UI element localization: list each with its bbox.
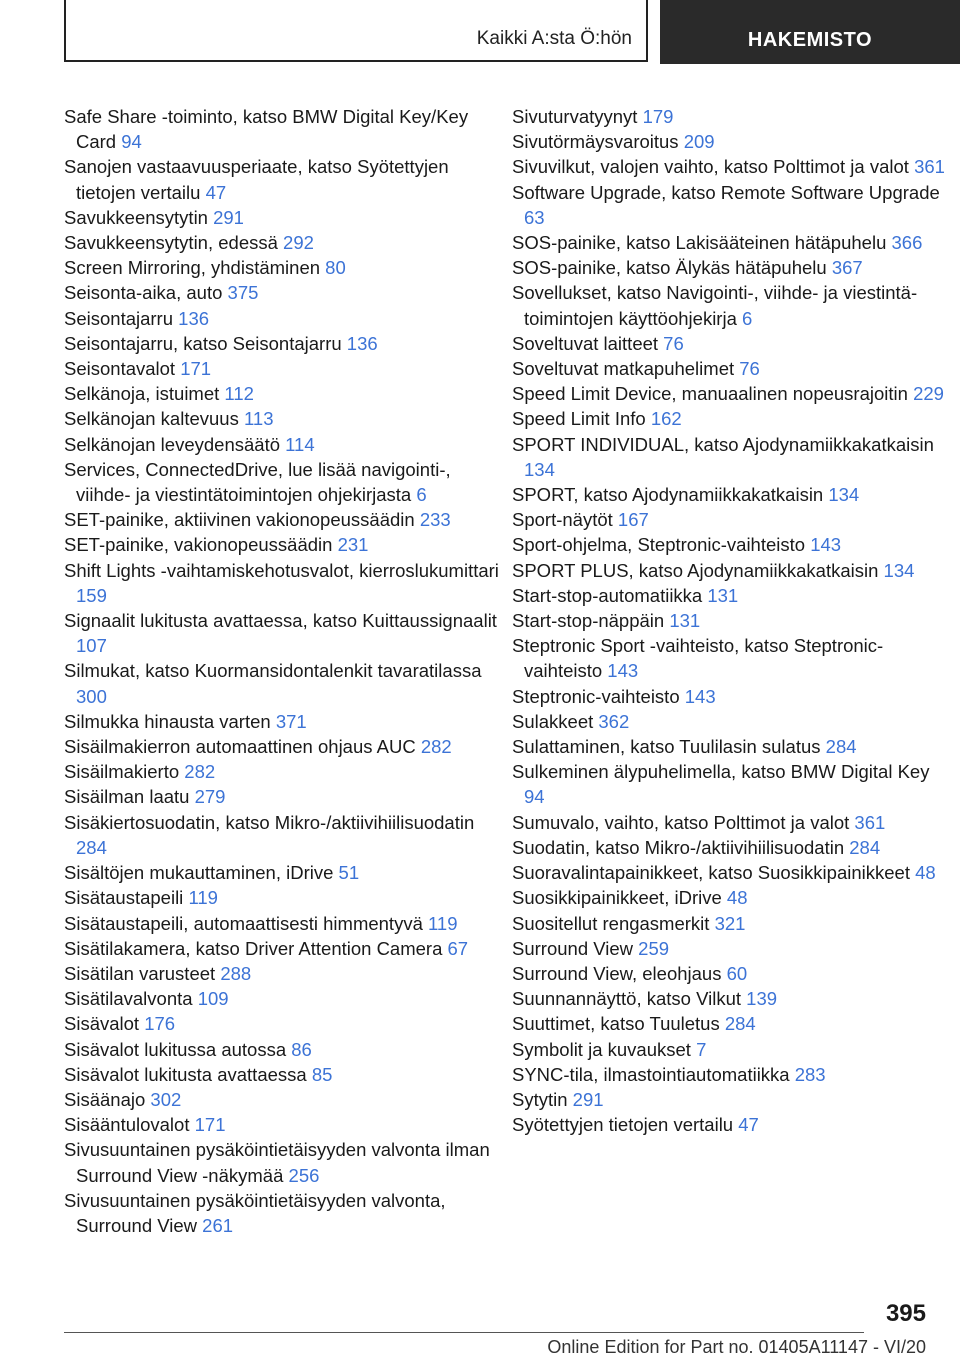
index-entry-page-link[interactable]: 85 [311, 1063, 333, 1085]
index-entry-page-link[interactable]: 134 [524, 458, 555, 480]
index-entry [64, 734, 504, 759]
index-entry-term: Sport-ohjelma, Steptronic-vaihteisto [512, 534, 806, 556]
index-entry-page-link[interactable]: 179 [642, 106, 674, 127]
index-entry [512, 154, 952, 179]
index-entry [64, 306, 504, 331]
index-entry-term: Selkänojan leveydensäätö [64, 433, 280, 455]
index-entry [512, 709, 952, 734]
index-entry [512, 835, 952, 860]
index-entry-page-link[interactable]: 256 [288, 1164, 320, 1186]
index-entry [512, 255, 952, 280]
index-entry-page-link[interactable]: 113 [243, 408, 274, 430]
index-entry-page-link[interactable]: 291 [213, 206, 244, 228]
index-entry-term: Sulattaminen, katso Tuulilasin sulatus [512, 736, 821, 758]
index-entry [64, 331, 504, 356]
index-entry-page-link[interactable]: 86 [291, 1038, 312, 1060]
index-entry [64, 810, 504, 860]
index-entry-page-link[interactable]: 139 [746, 988, 778, 1010]
index-entry-term: Sivuvilkut, valojen vaihto, katso Polttimot ja valot [512, 156, 909, 178]
index-entry [64, 356, 504, 381]
index-entry-term: Sulakkeet [512, 710, 594, 732]
index-entry [64, 280, 504, 305]
index-column-right [512, 104, 952, 1137]
index-entry [64, 608, 504, 658]
index-entry-term: SPORT, katso Ajodynamiikkakatkaisin [512, 484, 824, 506]
index-entry-term: Sisätilakamera, katso Driver Attention Camera [64, 937, 443, 959]
index-entry [512, 986, 952, 1011]
page-header [64, 0, 960, 64]
index-entry-page-link[interactable]: 94 [121, 131, 142, 153]
index-entry-term: Sovellukset, katso Navigointi-, viihde- ja viestintätoimintojen käyttöohjekirja [512, 282, 918, 329]
index-entry-page-link[interactable]: 47 [205, 181, 227, 203]
index-entry-term: Sytytin [512, 1088, 568, 1110]
index-entry [64, 911, 504, 936]
index-entry [64, 154, 504, 204]
index-entry-term: Suunnannäyttö, katso Vilkut [512, 988, 742, 1010]
index-entry-term: Screen Mirroring, yhdistäminen [64, 257, 321, 279]
index-entry-page-link[interactable]: 284 [724, 1013, 756, 1035]
index-entry-page-link[interactable]: 176 [144, 1013, 176, 1035]
index-entry-page-link[interactable]: 209 [683, 131, 715, 153]
index-entry [512, 1112, 952, 1137]
index-entry-term: Soveltuvat laitteet [512, 332, 659, 354]
index-entry [64, 1112, 504, 1137]
index-entry-term: Sivuturvatyynyt [512, 106, 638, 127]
index-entry-page-link[interactable]: 284 [849, 836, 881, 858]
index-entry [64, 205, 504, 230]
index-entry-term: Sulkeminen älypuhelimella, katso BMW Digital Key [512, 761, 930, 783]
index-entry-page-link[interactable]: 60 [726, 962, 748, 984]
index-entry-term: Sisävalot lukitusta avattaessa [64, 1063, 307, 1085]
index-entry-page-link[interactable]: 131 [669, 610, 701, 632]
index-entry-term: Seisontavalot [64, 358, 176, 380]
index-entry-term: Software Upgrade, katso Remote Software Upgrade [512, 181, 940, 203]
index-entry-page-link[interactable]: 6 [742, 307, 753, 329]
index-entry-page-link[interactable]: 284 [76, 836, 107, 858]
index-entry [512, 633, 952, 683]
index-entry-term: Savukkeensytytin [64, 206, 208, 228]
index-entry [64, 381, 504, 406]
index-entry [64, 885, 504, 910]
index-entry [512, 684, 952, 709]
index-entry [512, 1037, 952, 1062]
index-entry-term: Suoravalintapainikkeet, katso Suosikkipainikkeet [512, 862, 910, 884]
index-entry-page-link[interactable]: 288 [220, 962, 252, 984]
index-entry-term: Signaalit lukitusta avattaessa, katso Kuittaussignaalit [64, 610, 497, 632]
index-entry [512, 1011, 952, 1036]
index-entry-term: Surround View, eleohjaus [512, 962, 722, 984]
index-entry-page-link[interactable]: 107 [76, 635, 107, 657]
index-entry [64, 961, 504, 986]
index-entry-term: Sisääntulovalot [64, 1114, 190, 1136]
index-entry-page-link[interactable]: 48 [726, 887, 748, 909]
index-entry-page-link[interactable]: 136 [346, 332, 378, 354]
index-entry-page-link[interactable]: 119 [428, 912, 458, 934]
index-entry-page-link[interactable]: 112 [224, 383, 254, 405]
active-tab[interactable] [660, 0, 960, 64]
index-entry-term: Sisäilmakierto [64, 761, 180, 783]
index-entry [64, 406, 504, 431]
index-entry-page-link[interactable]: 321 [714, 912, 746, 934]
index-entry [512, 104, 952, 129]
index-entry-page-link[interactable]: 51 [338, 862, 360, 884]
index-entry [64, 558, 504, 608]
index-entry-page-link[interactable]: 167 [617, 509, 649, 531]
index-entry-page-link[interactable]: 259 [638, 937, 670, 959]
index-entry-term: Steptronic Sport -vaihteisto, katso Steptronic-vaihteisto [512, 635, 884, 682]
index-entry [512, 406, 952, 431]
index-entry-page-link[interactable]: 134 [828, 484, 860, 506]
index-entry-term: SOS-painike, katso Lakisääteinen hätäpuhelu [512, 232, 887, 254]
index-entry [64, 1062, 504, 1087]
index-entry [512, 810, 952, 835]
index-entry-page-link[interactable]: 48 [915, 862, 936, 884]
index-entry [512, 734, 952, 759]
index-entry [512, 759, 952, 809]
index-entry-term: Sumuvalo, vaihto, katso Polttimot ja valot [512, 811, 850, 833]
index-entry-term: Symbolit ja kuvaukset [512, 1038, 691, 1060]
index-entry-term: Sport-näytöt [512, 509, 613, 531]
index-entry-page-link[interactable]: 76 [663, 332, 684, 354]
index-entry-page-link[interactable]: 302 [150, 1088, 182, 1110]
index-entry-term: Sisätilavalvonta [64, 988, 193, 1010]
index-entry-term: SPORT PLUS, katso Ajodynamiikkakatkaisin [512, 559, 879, 581]
index-entry-term: Safe Share -toiminto, katso BMW Digital Key/Key Card [64, 106, 469, 153]
index-entry-term: Sisätilan varusteet [64, 962, 216, 984]
index-entry [512, 911, 952, 936]
index-entry-term: Speed Limit Device, manuaalinen nopeusrajoitin [512, 383, 908, 405]
index-entry-page-link[interactable]: 131 [707, 584, 739, 606]
index-entry [512, 532, 952, 557]
index-entry-term: Sisäkiertosuodatin, katso Mikro-/aktiivihiilisuodatin [64, 811, 475, 833]
index-entry-page-link[interactable]: 233 [419, 509, 451, 531]
index-entry-page-link[interactable]: 80 [325, 257, 346, 279]
index-entry-page-link[interactable]: 231 [337, 534, 369, 556]
index-entry [64, 759, 504, 784]
active-tab-label: HAKEMISTO [747, 29, 873, 51]
index-entry [512, 331, 952, 356]
index-entry-term: Sisätaustapeili [64, 887, 184, 909]
index-entry-page-link[interactable]: 375 [227, 282, 259, 304]
index-entry-page-link[interactable]: 284 [825, 736, 857, 758]
index-entry-term: Steptronic-vaihteisto [512, 685, 680, 707]
section-tab[interactable] [64, 0, 648, 62]
index-entry [512, 885, 952, 910]
index-entry-term: Suuttimet, katso Tuuletus [512, 1013, 720, 1035]
index-entry [64, 860, 504, 885]
index-entry-page-link[interactable]: 283 [794, 1063, 826, 1085]
index-entry-term: Suodatin, katso Mikro-/aktiivihiilisuodatin [512, 836, 845, 858]
section-tab-label: Kaikki A:sta Ö:hön [476, 28, 632, 49]
index-entry [512, 180, 952, 230]
index-entry [64, 507, 504, 532]
index-entry [512, 356, 952, 381]
index-entry [512, 280, 952, 330]
index-entry-term: Sisältöjen mukauttaminen, iDrive [64, 862, 334, 884]
index-entry-term: Seisontajarru [64, 307, 174, 329]
index-entry [512, 432, 952, 482]
index-entry-page-link[interactable]: 371 [275, 710, 307, 732]
index-entry-page-link[interactable]: 366 [891, 232, 923, 254]
index-entry-term: Sivutörmäysvaroitus [512, 131, 679, 153]
index-entry-page-link[interactable]: 134 [883, 559, 915, 581]
index-entry-term: SOS-painike, katso Älykäs hätäpuhelu [512, 257, 827, 279]
index-entry-term: Selkänoja, istuimet [64, 383, 220, 405]
index-entry-term: Sisävalot lukitussa autossa [64, 1038, 287, 1060]
index-entry-page-link[interactable]: 143 [810, 534, 842, 556]
index-entry-term: Surround View [512, 937, 634, 959]
index-entry-page-link[interactable]: 282 [420, 736, 452, 758]
index-entry [512, 482, 952, 507]
index-entry-term: Silmukat, katso Kuormansidontalenkit tavaratilassa [64, 660, 482, 682]
index-entry-page-link[interactable]: 171 [180, 358, 212, 380]
index-entry [64, 1137, 504, 1187]
index-entry [512, 1062, 952, 1087]
index-entry-term: Shift Lights -vaihtamiskehotusvalot, kierroslukumittari [64, 559, 499, 581]
footer-edition: Online Edition for Part no. 01405A11147 - VI/20 [547, 1337, 926, 1357]
index-entry [64, 784, 504, 809]
index-entry-page-link[interactable]: 143 [684, 685, 716, 707]
index-entry-page-link[interactable]: 291 [572, 1088, 604, 1110]
index-entry [64, 658, 504, 708]
index-entry-term: Sanojen vastaavuusperiaate, katso Syötettyjen tietojen vertailu [64, 156, 449, 203]
index-entry-page-link[interactable]: 6 [416, 484, 427, 506]
index-entry [512, 961, 952, 986]
index-entry [64, 230, 504, 255]
index-entry-term: Sisätaustapeili, automaattisesti himmentyvä [64, 912, 423, 934]
page-number: 395 [885, 1300, 926, 1327]
index-entry-term: Selkänojan kaltevuus [64, 408, 239, 430]
index-entry-term: Syötettyjen tietojen vertailu [512, 1114, 734, 1136]
index-entry [512, 860, 952, 885]
index-entry [512, 608, 952, 633]
footer-divider [64, 1332, 864, 1333]
index-entry [64, 104, 504, 154]
index-entry-page-link[interactable]: 114 [285, 433, 315, 455]
index-entry-term: SET-painike, aktiivinen vakionopeussäädin [64, 509, 415, 531]
index-entry-term: Sisäilman laatu [64, 786, 190, 808]
index-entry-page-link[interactable]: 109 [197, 988, 229, 1010]
index-entry-term: Savukkeensytytin, edessä [64, 232, 278, 254]
index-entry-term: SPORT INDIVIDUAL, katso Ajodynamiikkakatkaisin [512, 433, 934, 455]
index-column-left [64, 104, 504, 1238]
index-entry-term: Sivusuuntainen pysäköintietäisyyden valvonta ilman Surround View -näkymää [64, 1139, 490, 1186]
index-entry-term: Suositellut rengasmerkit [512, 912, 710, 934]
index-entry-page-link[interactable]: 292 [283, 232, 314, 254]
index-entry [512, 1087, 952, 1112]
index-entry-page-link[interactable]: 171 [194, 1114, 226, 1136]
index-entry-page-link[interactable]: 361 [914, 156, 945, 178]
index-entry-page-link[interactable]: 282 [184, 761, 216, 783]
index-entry-term: Seisontajarru, katso Seisontajarru [64, 332, 342, 354]
index-entry [512, 558, 952, 583]
index-entry [64, 709, 504, 734]
index-entry-page-link[interactable]: 136 [178, 307, 210, 329]
index-entry-term: Suosikkipainikkeet, iDrive [512, 887, 722, 909]
index-entry [512, 583, 952, 608]
index-entry-page-link[interactable]: 76 [739, 358, 760, 380]
index-entry-term: Start-stop-automatiikka [512, 584, 703, 606]
index-entry-term: Services, ConnectedDrive, lue lisää navigointi-, viihde- ja viestintätoimintojen ohjekirjasta [64, 458, 451, 506]
index-entry [64, 255, 504, 280]
index-entry-term: Sisävalot [64, 1013, 140, 1035]
index-entry-term: Start-stop-näppäin [512, 610, 665, 632]
index-entry [64, 432, 504, 457]
index-entry-page-link[interactable]: 7 [696, 1038, 707, 1060]
index-entry [512, 381, 952, 406]
index-entry [64, 1188, 504, 1238]
index-entry-term: Sisäänajo [64, 1088, 146, 1110]
index-entry [512, 129, 952, 154]
index-entry-page-link[interactable]: 361 [854, 811, 886, 833]
index-entry-page-link[interactable]: 143 [607, 660, 639, 682]
index-entry [512, 230, 952, 255]
index-entry-page-link[interactable]: 362 [598, 710, 630, 732]
index-entry [64, 532, 504, 557]
index-entry-page-link[interactable]: 67 [447, 937, 469, 959]
index-entry [512, 936, 952, 961]
index-entry-term: Speed Limit Info [512, 408, 646, 430]
index-entry [64, 986, 504, 1011]
index-entry-term: Sisäilmakierron automaattinen ohjaus AUC [64, 736, 416, 758]
index-entry-term: Sivusuuntainen pysäköintietäisyyden valvonta, Surround View [64, 1189, 446, 1236]
index-entry-term: SYNC-tila, ilmastointiautomatiikka [512, 1063, 790, 1085]
index-entry [64, 457, 504, 507]
index-entry-page-link[interactable]: 300 [76, 685, 107, 707]
index-entry-page-link[interactable]: 229 [913, 383, 944, 405]
index-entry-page-link[interactable]: 94 [524, 786, 545, 808]
index-entry-page-link[interactable]: 279 [194, 786, 226, 808]
index-entry-page-link[interactable]: 47 [738, 1114, 759, 1136]
index-entry-term: Seisonta-aika, auto [64, 282, 223, 304]
index-entry-page-link[interactable]: 367 [831, 257, 863, 279]
index-entry-term: Silmukka hinausta varten [64, 710, 271, 732]
index-entry [64, 1011, 504, 1036]
index-entry-term: SET-painike, vakionopeussäädin [64, 534, 333, 556]
index-entry [512, 507, 952, 532]
index-entry-page-link[interactable]: 261 [202, 1214, 234, 1236]
index-entry-page-link[interactable]: 63 [524, 206, 545, 228]
index-entry [64, 1087, 504, 1112]
index-entry-page-link[interactable]: 159 [76, 584, 107, 606]
index-entry [64, 1037, 504, 1062]
index-entry-term: Soveltuvat matkapuhelimet [512, 358, 735, 380]
index-entry-page-link[interactable]: 162 [650, 408, 682, 430]
index-entry [64, 936, 504, 961]
index-entry-page-link[interactable]: 119 [188, 887, 218, 909]
